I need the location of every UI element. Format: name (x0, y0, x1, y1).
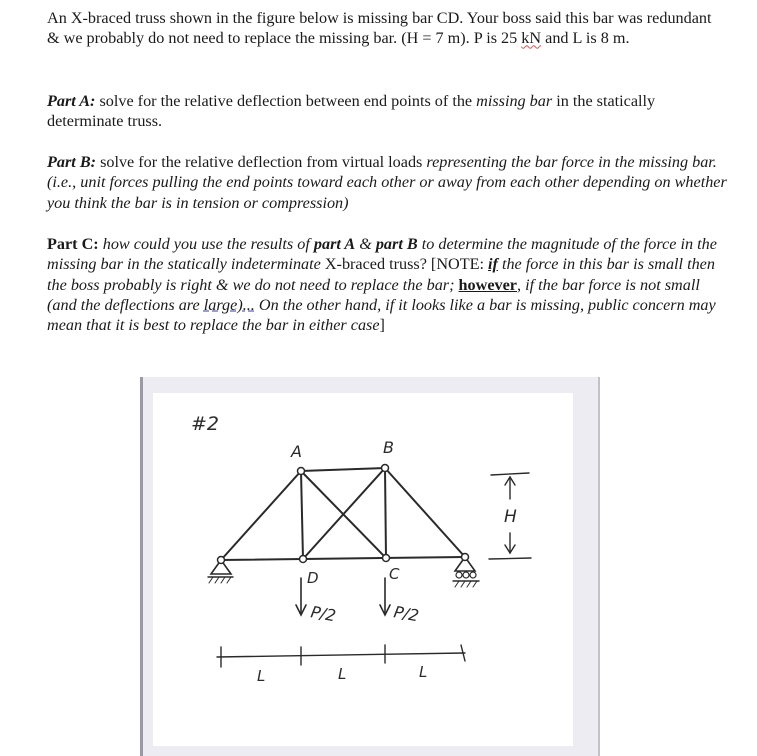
truss-diagram (153, 393, 573, 746)
part-c-however: however (458, 275, 517, 294)
label-span-1: L (257, 667, 266, 685)
member-bottom-chord (221, 557, 465, 560)
part-a-paragraph (47, 91, 727, 132)
label-span-3: L (419, 663, 428, 681)
part-c-label: Part C: (47, 235, 99, 253)
part-b-paragraph (47, 152, 727, 213)
part-c-text-4: , if the bar force is not small (and the deflections are (47, 275, 700, 314)
part-c-bold-b: part B (375, 235, 418, 253)
joint-b (382, 465, 389, 472)
label-load-left: P/2 (309, 602, 338, 626)
part-a-text: solve for the relative deflection between end points of the (95, 92, 477, 110)
member-right-diagonal (385, 468, 465, 557)
span-dimension (217, 653, 465, 657)
unit-kn: kN (521, 29, 542, 48)
member-bc-vertical (385, 468, 386, 558)
part-a-text-end: in the statically determinate truss. (47, 92, 656, 131)
member-top-chord (301, 468, 385, 471)
joint-left-support (218, 557, 225, 564)
part-c-text-5: On the other hand, if it looks like a bar is missing, public concern may mean that it is best to replace the bar in either case (47, 295, 716, 335)
part-c-text-3: the force in this bar is small then the boss probably is right & we do not need to replace the bar; (47, 255, 715, 294)
label-node-b: B (383, 438, 394, 457)
joint-a (298, 468, 305, 475)
label-node-d: D (307, 569, 319, 587)
part-c-bold-a: part A (313, 235, 356, 253)
member-ad-vertical (301, 471, 303, 559)
part-c-note-start: X-braced truss? [NOTE: (324, 255, 489, 274)
part-c-amp: & (355, 235, 376, 253)
part-a-label: Part A: (47, 92, 96, 110)
part-c-large: large)... (203, 295, 255, 314)
problem-number: #2 (191, 413, 220, 435)
part-c-paragraph (47, 234, 727, 335)
joint-c (383, 555, 390, 562)
member-left-diagonal (221, 471, 301, 560)
joint-d (300, 556, 307, 563)
part-c-text-2: to determine the magnitude of the force in the missing bar in the statically indeterminate (47, 235, 717, 274)
joint-right-support (462, 554, 469, 561)
part-b-text: solve for the relative deflection from virtual loads (96, 153, 427, 171)
label-node-c: C (389, 565, 400, 583)
part-a-emphasis: missing bar (476, 92, 553, 110)
part-c-text: how could you use the results of (98, 235, 314, 253)
part-b-label: Part B: (47, 153, 97, 171)
intro-text-end: and L is 8 m. (541, 29, 630, 48)
label-node-a: A (291, 442, 302, 461)
label-height: H (504, 507, 517, 527)
label-span-2: L (338, 665, 347, 683)
figure-frame (140, 377, 600, 756)
height-dimension (491, 473, 529, 475)
truss-figure (153, 393, 573, 746)
label-load-right: P/2 (392, 602, 421, 626)
part-b-emphasis: representing the bar force in the missing bar. (i.e., unit forces pulling the end points toward each other or away from each other depending on whether you think the bar is in tension or compression) (47, 153, 727, 212)
part-c-bracket: ] (379, 316, 385, 335)
intro-paragraph (47, 8, 727, 49)
intro-text: An X-braced truss shown in the figure below is missing bar CD. Your boss said this bar was redundant & we probably do not need to replace the missing bar. (H = 7 m). P is 25 (47, 9, 712, 48)
part-c-if: if (488, 255, 498, 274)
